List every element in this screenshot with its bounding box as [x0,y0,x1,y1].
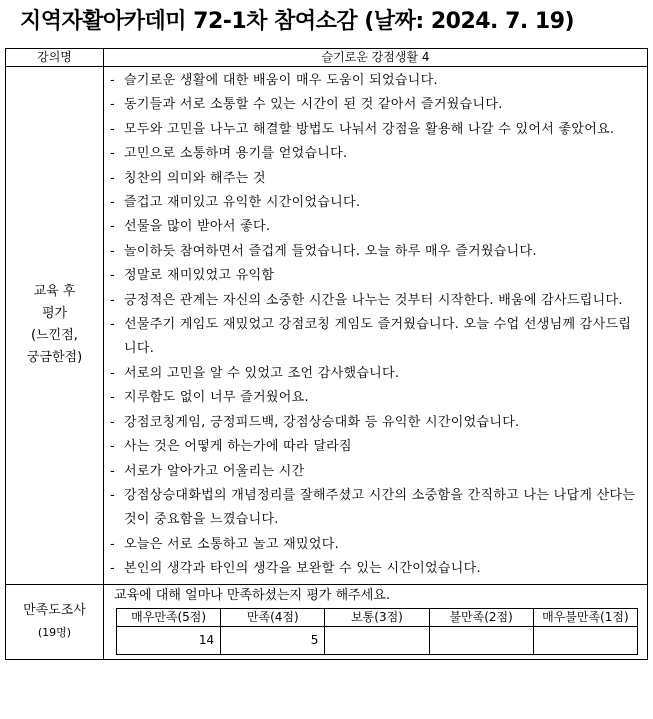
evaluation-label [6,67,104,585]
satisfaction-row [6,584,648,659]
score-value: 14 [117,626,221,654]
satisfaction-scores-table [116,608,638,655]
evaluation-label-line: 교육 후 [33,284,76,300]
comment-item: - 오늘은 서로 소통하고 놀고 재밌었다. [110,533,639,557]
comment-item: - 고민으로 소통하며 용기를 얻었습니다. [110,142,639,166]
respondent-count: (19명) [37,625,72,639]
evaluation-row [6,67,648,585]
score-column-header: 불만족(2점) [429,608,533,626]
page-title: 지역자활아카데미 72-1차 참여소감 (날짜: 2024. 7. 19) [20,9,575,34]
score-value-row [117,626,638,654]
score-column-header: 보통(3점) [325,608,429,626]
comment-item: - 모두와 고민을 나누고 해결할 방법도 나눠서 강점을 활용해 나갈 수 있어서 좋았어요. [110,118,639,142]
comment-item: - 슬기로운 생활에 대한 배움이 매우 도움이 되었습니다. [110,69,639,93]
lecture-name-label: 강의명 [6,49,104,67]
satisfaction-title: 만족도조사 [23,602,86,618]
comment-item: - 칭찬의 의미와 해주는 것 [110,167,639,191]
score-value: 5 [221,626,325,654]
comment-item: - 사는 것은 어떻게 하는가에 따라 달라짐 [110,435,639,459]
evaluation-content [104,67,648,585]
evaluation-label-line: (느낀점, [31,328,78,344]
score-header-row [117,608,638,626]
evaluation-label-line: 평가 [41,306,68,322]
header-row [6,49,648,67]
comment-item: - 지루함도 없이 너무 즐거웠어요. [110,386,639,410]
satisfaction-content [104,584,648,659]
satisfaction-label [6,584,104,659]
score-column-header: 매우불만족(1점) [533,608,637,626]
comment-item: - 강점코칭게임, 긍정피드백, 강점상승대화 등 유익한 시간이었습니다. [110,411,639,435]
comment-item: - 즐겁고 재미있고 유익한 시간이었습니다. [110,191,639,215]
comment-list [104,67,647,584]
evaluation-label-line: 궁금한점) [26,350,83,366]
comment-item: - 놀이하듯 참여하면서 즐겁게 들었습니다. 오늘 하루 매우 즐거웠습니다. [110,240,639,264]
comment-item: - 선물을 많이 받아서 좋다. [110,215,639,239]
score-value [429,626,533,654]
survey-table [5,48,648,660]
comment-item: - 동기들과 서로 소통할 수 있는 시간이 된 것 같아서 즐거웠습니다. [110,93,639,117]
comment-item: - 선물주기 게임도 재밌었고 강점코칭 게임도 즐거웠습니다. 오늘 수업 선생님께 감사드립니다. [110,313,639,362]
comment-item: - 정말로 재미있었고 유익함 [110,264,639,288]
lecture-name-value: 슬기로운 강점생활 4 [104,49,648,67]
comment-item: - 서로가 알아가고 어울리는 시간 [110,460,639,484]
score-column-header: 매우만족(5점) [117,608,221,626]
comment-item: - 강점상승대화법의 개념정리를 잘해주셨고 시간의 소중함을 간직하고 나는 나답게 산다는 것이 중요함을 느꼈습니다. [110,484,639,533]
satisfaction-question: 교육에 대해 얼마나 만족하셨는지 평가 해주세요. [114,587,390,603]
comment-item: - 서로의 고민을 알 수 있었고 조언 감사했습니다. [110,362,639,386]
score-value [325,626,429,654]
comment-item: - 본인의 생각과 타인의 생각을 보완할 수 있는 시간이었습니다. [110,557,639,581]
score-value [533,626,637,654]
comment-item: - 긍정적은 관계는 자신의 소중한 시간을 나누는 것부터 시작한다. 배움에 감사드립니다. [110,289,639,313]
score-column-header: 만족(4점) [221,608,325,626]
